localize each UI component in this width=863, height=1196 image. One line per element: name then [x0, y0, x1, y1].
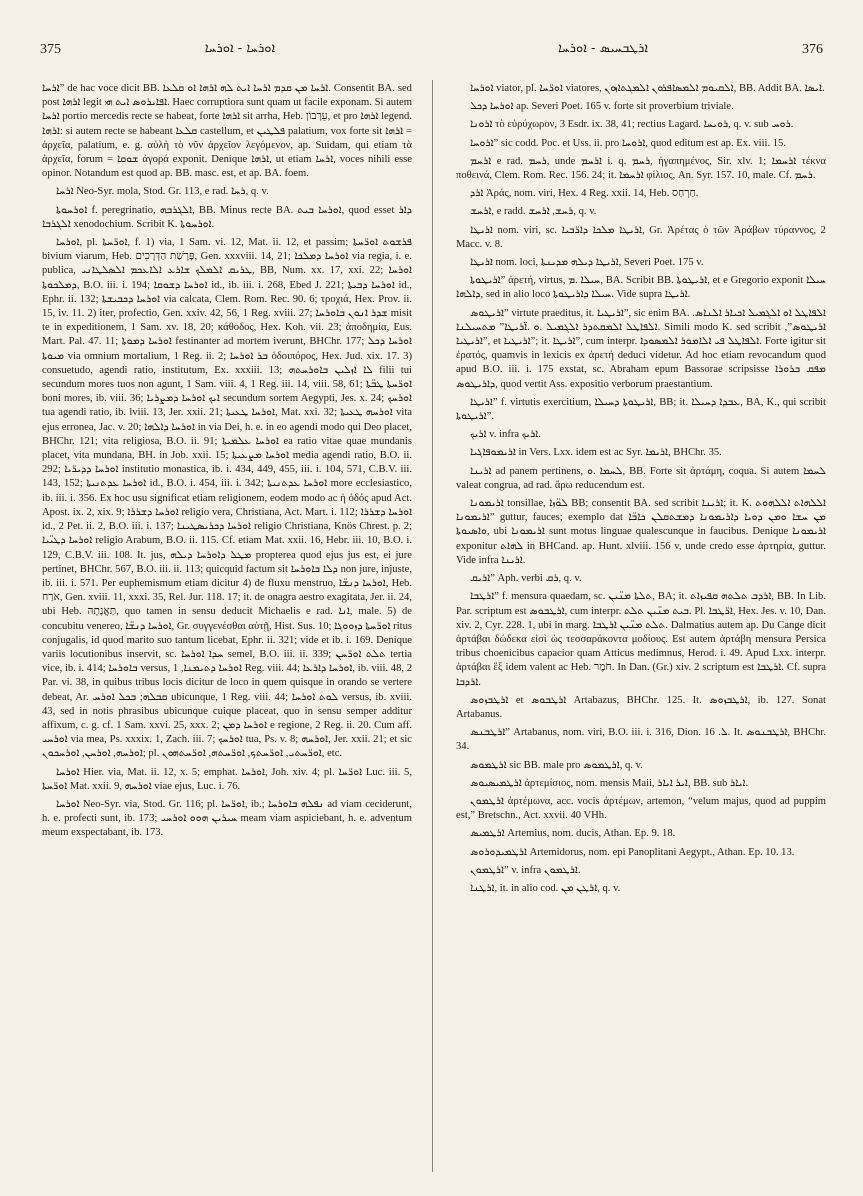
dictionary-entry: ܐܘܪܚܐ Hier. via, Mat. ii. 12, x. 5; emphat. ܐܘܪܚܐ, Joh. xiv. 4; pl. ܐܘܪ̈ܚܐ Luc. iii. 5, ܐܘܪ̈ܚܬܐ Mat. xxii. 9, ܐܘܪܚܗ viae ejus, Luc. i. 76. [42, 766, 412, 792]
dictionary-entry: ܐܪܛܡܘܢ ἀρτέμωνα, acc. vocis ἀρτέμων, artemon, “velum majus, quod ad puppim est,” Bretschn., Act. xxvii. 40 VHh. [456, 795, 826, 822]
dictionary-entry: ܐܪܝܛܐ” f. virtutis exercitium, ܐܪܝܛܘܬܐ ܕܚܝܠܐ, BB; it. ܥܒܕܐ ܕܚܝܠܐ, BA, K., qui scribit ܐܪܝܛܘܬܐ”. [456, 396, 826, 423]
dictionary-entry: ܐܪܛܒܢܣ” Artabanus, nom. viri, B.O. iii. i. 316, Dion. ܠ. 16. It. ܐܪܛܒܢܘܣ, BHChr. 34. [456, 727, 826, 753]
dictionary-entry: ܐܘܪܚܘܬܐ f. peregrinatio, ܐܠܓܪܒܗ, BB. Minus recte BA. ܐܘܪܚܐ ܒܝܬ, quod esset ܕܐܪ ܐܠܓܪܒܐ xenodochium. Scribit K. ܐܘܪܚܘܬܐ. [42, 204, 412, 230]
dictionary-entry: ܐܪܝܛܘܬܐ” ἀρετή, virtus, ܚܝܠܐ .ܡ, BA. Scribit BB. ܐܪܝܛܘܬܐ, et e Gregorio exponit ܚܝܠܐ ܕܐܠܗܐ, sed in alio loco ܚܝܠܐ ܕܐܪܝܛܘܬܐ. Vide supra ܐܪܝܛܐ. [456, 275, 826, 301]
dictionary-entry: ܐܪܝܛܘܣ” virtute praeditus, it. ܐܪܝܛܝܐ”, sic enim BA. ܐܠܦܐܛܠ ܐܘ ܐܠܓܡܝܠ ܐܟܝܐܪ ܐܠܢܐܣ. ܐܠܦܐܛܠ ܐܠܡܩܬܕܪ ܐܠܓܡܝܠ .ܘ .ܐ̈ܪܝܛܐ” ܡܬܚܝܠܢܐ. Simili modo K. sed scribit ܐܪܝܛܘܣ”, ܐܪܝܛܝܐ”, et ܐܪܝܛܝܐ”; it. ܐܪܝܛܐ”, cum interpr. ܐܠܦܐܛܠ ܦܝ ܐܠܐܡܘܪ ܐܠܡܣܘܕܐ. Forte igitur sit ἐρατός, quamvis in lexicis ex ἀρετή deduci videtur. Ad hoc etiam revocandum quod apud B.O. iii. i. 175 exstat, sc. Abraham epum Bassorae scripsisse ܡܦܩ ܒܪܘܪܐ ܕܐܪܝܛܘܣ, quod vertit Ass. expositio verborum praestantium. [456, 307, 826, 390]
dictionary-entry: ܐܪܕ Ἀράς, nom. viri, Hex. 4 Reg. xxii. 14, Heb. חַרְחַס. [470, 188, 699, 200]
dictionary-entry: ܐܘܪܚܐ Neo-Syr. via, Stod. Gr. 116; pl. ܐܘܪ̈ܚܐ, ib.; ܢܦܠܗ ܒܐܘܪܚܐ ad viam ceciderunt, h. e. profecti sunt, ib. 173; ܚܝܪܝܢ ܗܘܘ ܐܘܪܚܝ meam viam aspiciebant, h. e. adventum meum exspectabant, ib. 173. [42, 798, 412, 839]
dictionary-entry: ܐܘܪܚܐ ܕܟܠ ap. Severi Poet. 165 v. forte sit proverbium triviale. [470, 101, 734, 113]
dictionary-entry: ܐܪܚܫ, e radd. ܪܚܫ, ܐܪܚܫ, q. v. [470, 206, 597, 218]
dictionary-entry: ܐܪܝܡܘܦܐܓܝܐ in Vers. Lxx. idem est ac Syr. ܐܪܝܡܐ, BHChr. 35. [470, 447, 722, 459]
dictionary-entry: ܐܪܛܒܙܘܣ et ܐܪܛܒܘܣ Artabazus, BHChr. 125. It. ܐܪܛܒܙܘܣ, ib. 127. Sonat Artabanus. [456, 694, 826, 720]
dictionary-entry: ܐܘܪܚܐ viator, pl. ܐܘܪ̈ܚܐ viatores, ܐܠܩܝܘܡ ܐܠܡܣܐܦܪܘܢ ܐܠܡܓܬܐܙܘܢ, BB. Addit BA. ܐܝܣܐ. [470, 83, 825, 94]
dictionary-entry: ܐܪܚܐ” de hac voce dicit BB. ܐܪܚܐ ܡܢ ܩܕܡ ܐܪܚܐ ܐܝܬ ܠܗ ܐܪܗܐ ܐܘ ܩܠܥܐ. Consentit BA. sed post ܐܪܗܐ legit ܐܦܐܝܪܘܣ ܐܝܬ ܗܝ. Haec corruptiora sunt quam ut facile exponam. Si autem ܐܪܚܐ portio mercedis recte se habeat, forte ܐܪܗܐ sit arrha, Heb. עֵרָבוֹן, et pro ܐܪܗܐ legend. ܐܪܗܐ: si autem recte se habeant ܩܠܥܐ castellum, et ܦܠܛܝܢ palatium, vox forte sit ܐܪܗܐ = ἀρχεῖα, palatium, e. g. αὐλὴ τὸ νῦν ἀρχεῖον λεγόμενον, ap. Suidam, qui etiam τὰ ἀρχεῖα, forum = ܫܘܩܐ ἀγορά exponit. Denique ܐܪܗܐ, ut etiam ܐܪܚܐ, voces nihili esse opinor. Notandum est quod ap. BB. masc. est, et ap. BA. foem. [42, 83, 412, 180]
page-header [40, 40, 823, 64]
dictionary-entry: ܐܪܝܩ” Aph. verbi ܪܩ, q. v. [470, 573, 582, 585]
dictionary-entry: ܐܘܪܚܐ, pl. ܐܘܪ̈ܚܬܐ, f. 1) via, 1 Sam. vi. 12, Mat. ii. 12, et passim; ܦܪܫܘܬ ܐܘܪ̈ܚܬܐ bivium viarum, Heb. פָּרָשַׁת הַדְּרָכִים, Gen. xxxviii. 14, 21; ܐܘܪܚܐ ܕܡܠܟܐ via regia, i. e. publica, ܛܪܝܩ ܐܠܡܠܟ ܫܐܪܥ ܐܠܐܥܟܡ ܐܠܣܠܛܐܢܝ, BB, Num. xx. 17, xxi. 22; ܐܘܪܚܐ ܕܡܠܟܘܬܐ, B.O. iii. i. 194; ܐܘܪܚܐ ܕܫܘܩܐ id., ib. iii. i. 268, Ebed J. 221; ܐܘܪܚܐ ܕܒܝܬܐ id., Ephr. ii. 132; ܐܘܪܚܐ ܕܟܒܝܫܬܐ via calcata, Clem. Rom. Rec. 90. 6; τροχιά, Hex. Prov. ii. 15, iv. 11. 2) iter, profectio, Gen. xxiv. 42, 56, 1 Reg. xviii. 27; ܫܕܪ ܐܢܘܢ ܒܐܘܪܚܐ misit te in expeditionem, 1 Sam. xv. 18, 20; κάθοδος, Hex. Koh. vii. 23; ἀποδημία, Eus. Mart. Pal. 47. 11; ܐܘܪܚܐ ܕܡܘܬܐ festinanter ad mortem iverunt, BHChr. 177; ܐܘܪܚܐ ܕܟܠ ܡܝܘܬܐ via omnium mortalium, 1 Reg. ii. 2; ܒܪ ܐܘܪܚܐ ὁδοιπόρος, Hex. Jud. xix. 17. 3) consuetudo, agendi ratio, institutum, Ex. xxxiii. 13; ܠܐ ܐܙܠܝܢ ܒܐܘܪܚܬܗ filii tui secundum mores tuos non agunt, 1 Sam. viii. 4, 1 Reg. iii. 14, viii. 58, 61; ܐܘܪ̈ܚܬܐ ܛܒ̈ܬܐ boni mores, ib. viii. 36; ܐܝܟ ܐܘܪܚܐ ܕܡܨܪܝܐ secundum sortem Aegypti, Jes. x. 24; ܐܘܪܚܟ tua agendi ratio, ib. lviii. 13, Jer. xxii. 21; ܐܘܪܚܐ ܛܥܝܬܐ, Mat. xxi. 32; ܐܘܪܚܗ ܛܥܝܬܐ vita ejus erronea, Jac. v. 20; ܐܘܪܚܐ ܕܐܠܗܐ in via Dei, h. e. in eo agendi modo qui Deo placet, BHChr. 121; vita religiosa, B.O. ii. 91; ܐܘܪܚܐ ܥܠܡܝܬܐ ea ratio vitae quae mundanis placet, vita mundana, BH. in Job. xxii. 15; ܐܘܪܚܐ ܡܨܥܝܬܐ media agendi ratio, B.O. ii. 292; ܐܘܪܚܐ ܕܕܝܪ̈ܝܐ institutio monastica, ib. i. 434, 449, 455, iii. i. 104, 571, C.B.V. iii. 143, 152; ܐܘܪܚܐ ܥܕܬܢܝܬܐ id., B.O. i. 454, iii. i. 342; ܐܘܪܚܐ ܥܕܬܢܝܬܐ more ecclesiastico, ib. iii. i. 356. Ex hoc usu significat etiam religionem, eodem modo ac ἡ ὁδός apud Act. Apost. ix. 2, xix. 9; ܐܘܪܚܐ ܕܫܪܪܐ religio vera, Christiana, Act. Mart. i. 112; ܐܘܪܚܐ ܕܫܪܪܐ id., 2 Pet. ii. 2, B.O. iii. i. 137; ܐܘܪܚܐ ܕܟܪܝܣܛܝܢܐ religio Christiana, Knös Chrest. p. 2; ܐܘܪܚܐ ܕܛܝ̈ܝܐ religio Arabum, B.O. ii. 115. Cf. etiam Mat. xxii. 16, Hebr. iii. 10, B.O. i. 129, C.B.V. iii. 108. It. jus, ܡܛܠ ܕܐܘܪܚܐ ܕܝܠܗ propterea quod ejus jus est, ei jure pertinet, BHChr. 567, B.O. iii. ii. 113; quicquid factum sit ܕܠܐ ܒܐܘܪܚܐ non jure, injuste, ib. iii. i. 571. Per euphemismum etiam dicitur 4) de fluxu menstruo, ܐܘܪܚܐ ܕܢܫ̈ܐ, Heb. אֹרַח, Gen. xviii. 11, xxxi. 35, Rel. Jur. 118. 17; it. de onagra aestro exagitata, Jer. ii. 24, ubi Heb. תַּאֲנָתָהּ, quo tamen in sensu deducit Michaelis e rad. ܐܢܐ, male. 5) de concubitu venereo, ܐܘܪܚܐ ܕܢܫ̈ܐ, Gr. συγγενέσθαι αὐτῇ, Hist. Sus. 10; ܐܘܪ̈ܚܬܐ ܕܙܘܘܓܐ ritus conjugalis, id quod marito suo tantum licebat, Ephr. ii. 321; vide et ib. i. 169. Denique variis locutionibus inservit, sc. ܚܕܐ ܐܘܪܚܐ semel, B.O. iii. ii. 339; ܬܠܬ ܐܘܪ̈ܚܢ tertia vice, ib. i. 414; ܒܐܘܪܚܐ versus, ܐܘܪܚܐ ܕܬܝܡܢܐ, 1 Reg. viii. 44; ܐܘܪܚܐ ܕܐܪܥܐ, ib. viii. 48, 2 Par. vi. 38, in quibus tribus locis dicitur de loco in quem quisque in orando se vertere debeat, Ar. ܩܒܠܗ; ܒܟܠ ܐܘܪܚ ubicunque, 1 Reg. viii. 44; ܠܘܬ ܐܘܪܚܐ versus, ib. xviii. 43, sed in notis phrasibus ubicunque cuique placeat, quo in sensu semper additur affixum, c. g. cf. 1 Sam. xxvi. 25, xxx. 2; ܐܘܪܚܐ ܕܡܢ e regione, 2 Reg. ii. 20. Cum aff. ܐܘܪܚܝ via mea, Ps. xxxix. 1, Zach. iii. 7; ܐܘܪܚܟ tua, Ps. v. 8; ܐܘܪܚܗ, Jer. xxii. 21; et sic ܐܘܪܚܗ, ܐܘܪܚܢ, ܐܘܪܚܟܘܢ; pl. ܐܘܪ̈ܚܬܝ, ܐܘܪ̈ܚܬܟ, ܐܘܪ̈ܚܬܗ, ܐܘܪ̈ܚܬܗܘܢ, etc. [42, 237, 412, 760]
left-column [42, 82, 412, 1172]
dictionary-entry: ܐܪܛܒܐ” f. mensura quaedam, sc. ܬܠܬܐ ܡܢ̈ܝܢ, BA; it. ܐܪܕܒ ܬܠܬܗ ܩܦܝܙܐܬ, BB. In Lib. Par. scriptum est ܐܪܛܒܘܣ, cum interpr. ܒܝܬ ܡܢ̈ܝܢ ܬܠܬ. Pl. ܐܪ̈ܛܒܐ, Hex. Jes. v. 10, Dan. xiv. 2, Cyr. 228. 1, ubi in marg. ܬܠܬ ܡܢ̈ܝܢ ܐܪܛܒܐ. Dalmatius autem ap. Du Cange dicit ἀρτάβαι δώδεκα εἰσὶ ὡς τεσσαράκοντα μοδίους. Est autem ἀρτάβη mensura Persica tribus choenicibus capacior quam Atticus medimnus, Herod. i. 49. Apud Lxx. interpr. ἀρτάβαι ἓξ idem valent ac Heb. חֹמֶר. In Dan. (Gr.) xiv. 2 scriptum est ܐܪܛܒܐ. Cf. supra ܐܪܕܒܐ. [456, 591, 826, 688]
dictionary-entry: ܐܪܘܢܐ τὸ εὐρύχωρον, 3 Esdr. ix. 38, 41; rectius Lagard. ܪܘܝܚܐ, q. v. sub ܪܘܚ. [470, 119, 794, 131]
left-page-number: 375 [40, 42, 61, 57]
dictionary-entry: ܐܪܛܡܘܣ sic BB. male pro ܐܪܛܡܘܣ, q. v. [470, 759, 643, 771]
dictionary-entry: ܐܪܛܢܐ, it. in alio cod. ܐܪܛܢ ܡܢ, q. v. [470, 882, 621, 894]
dictionary-entry: ܐܪܘܚܐ” sic codd. Poc. et Uss. ii. pro ܐܪܘܚܐ, quod editum est ap. Ex. viii. 15. [470, 137, 787, 149]
dictionary-entry: ܐܪܝܡܘܢܐ tonsillae, ܠܘ̈ܙܐ BB; consentit BA. sed scribit ܐܪܝܢܐ; it. K. ܐܠܠܗܐܬ ܐܠܠܗܘܬ ܐܪܝܡܘܢܐ” guttur, fauces; exemplo dat ܡܢ ܚܫܐ ܘܡܢ ܕܘܝܐ ܕܐܪܝܡܘܢܐ ܕܡܫܬܩܠܢ ܟܐܒ̈ܐ ܘܐܣܝܘܬܐ, ubi ܐܪܝܡܘܢܐ sunt motus linguae qualescunque in faucibus. Denique ܐܪܝܡܘܢܐ exponitur ܠܗܐܬ in BHCand. ap. Hunt. xlviii. 156 v, unde credo esse ἀρτηρία, guttur. Vide infra ܐܪܝܢܐ. [456, 498, 826, 566]
right-column [456, 82, 826, 1172]
column-divider [432, 80, 433, 1172]
dictionary-entry: ܐܪܛܡܝܣ Artemius, nom. ducis, Athan. Ep. 9. 18. [470, 828, 676, 840]
dictionary-entry: ܐܪܝܛܐ nom. loci, ܐܪܝܛܐ ܕܝܠܗ ܡܕܝܢܬܐ, Severi Poet. 175 v. [470, 257, 704, 269]
dictionary-entry: ܐܪܚܡ e rad. ܪܚܡ, unde ܐܪܚܡ i. q. ܪܚܡ, ἠγαπημένος, Sir. xlv. 1; ܐܪܚܡܐ τέκνα ποθεινά, Clem. Rom. Rec. 156. 24; it. ܐܪܚܡܐ φίλιος, An. Syr. 157. 10, male. Cf. ܪܚܡ. [456, 155, 826, 182]
dictionary-entry: ܐܪܛܡܝܕܘܪܘܣ Artemidorus, nom. epi Panoplitani Aegypt., Athan. Ep. 10. 13. [470, 846, 795, 858]
dictionary-entry: ܐܪܛܡܝܣܝܘܣ ἀρτεμίσιος, nom. mensis Maii, ܐܝܪ ܐܝܐܪ, BB. sub ܐܝܐܪ. [470, 777, 749, 789]
dictionary-entry: ܐܪܝܟ v. infra ܐܪܝܟ. [470, 429, 541, 441]
right-page-number: 376 [802, 42, 823, 57]
dictionary-entry: ܐܪܚܐ Neo-Syr. mola, Stod. Gr. 113, e rad. ܪܚܐ, q. v. [56, 186, 269, 198]
dictionary-entry: ܐܪܛܡܘܢ” v. infra ܐܪܛܡܘܢ. [470, 864, 581, 876]
dictionary-entry: ܐܪܝܛܐ nom. viri, sc. ܐܪܝܛܐ ܡܠܟܐ ܕܐܪ̈ܒܝܐ, Gr. Ἀρέτας ὁ τῶν Ἀράβων τύραννος, 2 Macc. v. 8. [456, 224, 826, 250]
right-running-head: ܐܪܛܒܚܝܣ - ܐܘܪܚܐ [558, 41, 648, 56]
dictionary-entry: ܐܪܝܢܐ ad panem pertinens, ܠܚܡܐ .ܘ, BB. Forte sit ἀρτάμη, coqua. Si autem ܠܚܡܐ valeat congrua, ad rad. ἄρω reducendum est. [456, 465, 826, 491]
left-running-head: ܐܘܪܚܐ - ܐܘܪܚܐ [204, 41, 276, 56]
